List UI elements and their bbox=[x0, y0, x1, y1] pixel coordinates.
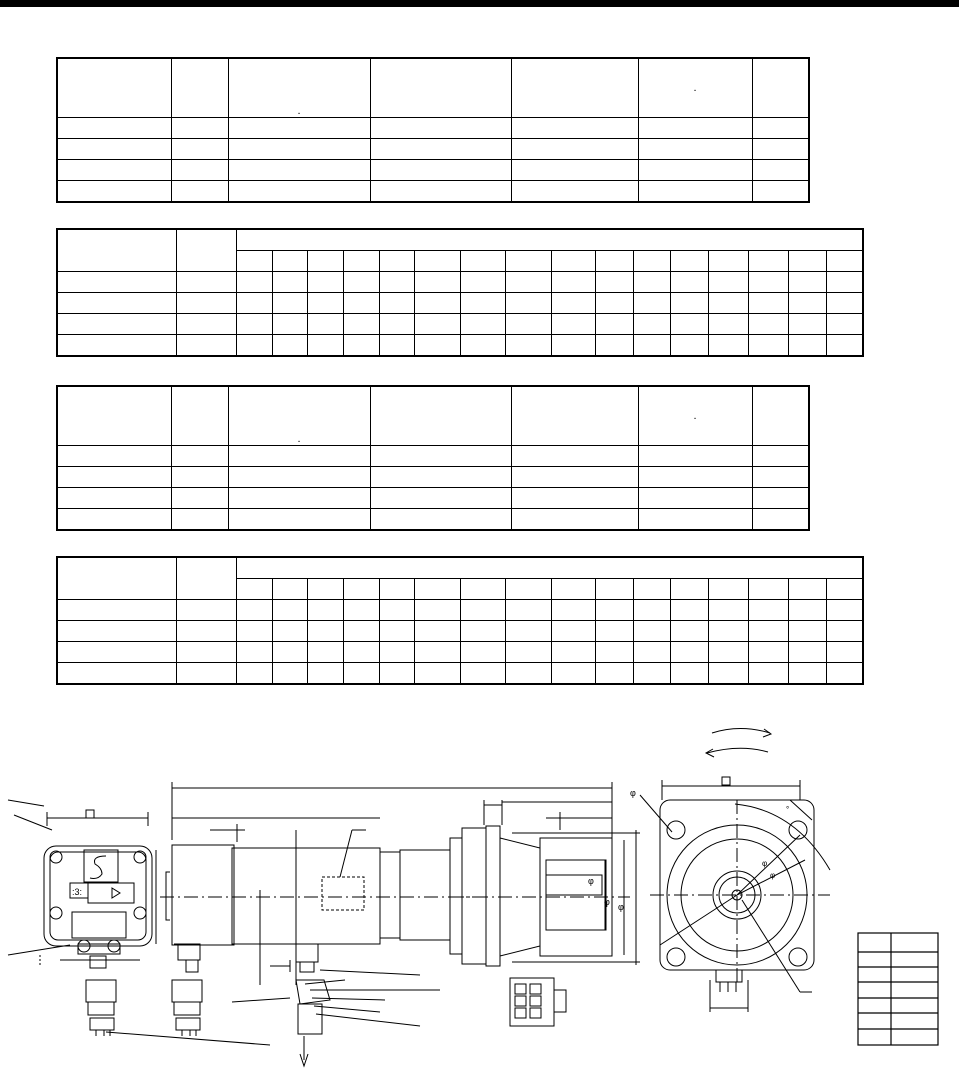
svg-text:φ: φ bbox=[630, 788, 636, 798]
motor-dimension-drawing bbox=[0, 715, 959, 1074]
connector-pin-table bbox=[858, 933, 938, 1045]
rotation-direction-arrows bbox=[706, 729, 771, 758]
spec-table-1: . . bbox=[56, 57, 810, 203]
encoder-end-view bbox=[8, 800, 270, 1045]
svg-text:φ: φ bbox=[588, 876, 594, 886]
spec-table-4 bbox=[56, 556, 864, 685]
motor-side-view bbox=[160, 782, 612, 1066]
svg-text::3:: :3: bbox=[72, 887, 83, 897]
svg-text:φ: φ bbox=[604, 897, 610, 907]
svg-text:φ: φ bbox=[618, 902, 624, 912]
spec-table-3: . . bbox=[56, 385, 810, 531]
svg-text:φ: φ bbox=[762, 859, 768, 868]
motor-front-view bbox=[630, 777, 830, 1012]
svg-text:°: ° bbox=[786, 805, 790, 814]
svg-text:φ: φ bbox=[770, 871, 776, 880]
spec-table-2 bbox=[56, 228, 864, 357]
top-border-bar bbox=[0, 0, 959, 7]
